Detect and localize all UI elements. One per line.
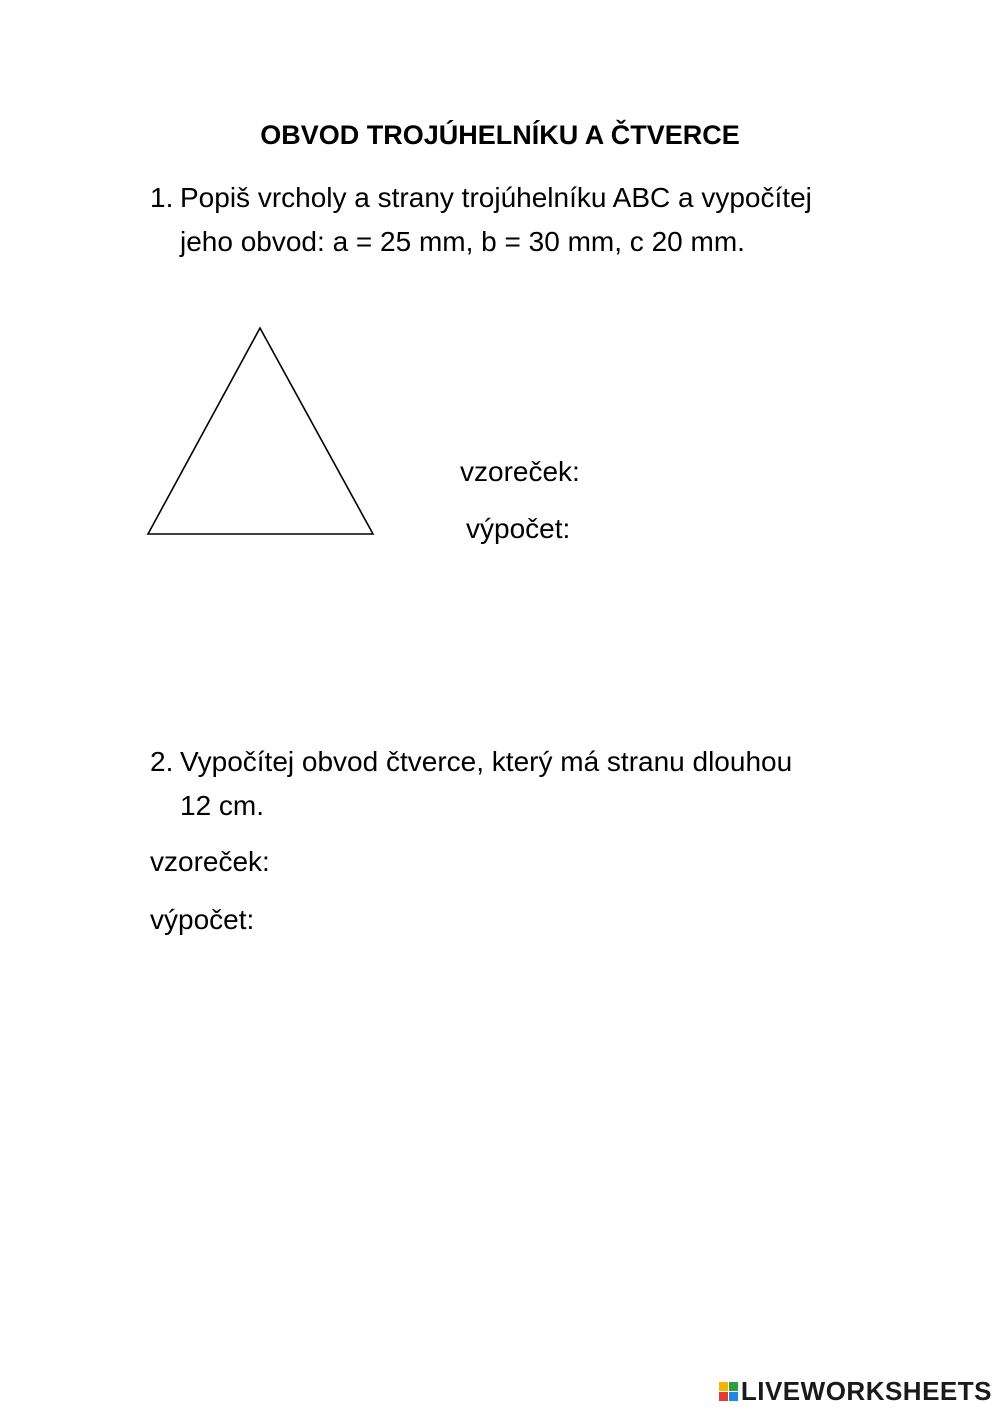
task-2-number: 2. [150,746,174,777]
task-2-text-line-2: 12 cm. [180,790,265,821]
task-2-calc-label: výpočet: [150,904,255,935]
task-1-text-line-1: Popiš vrcholy a strany trojúhelníku ABC a vypočítej [180,182,812,213]
logo-square-4 [729,1392,738,1401]
task-2-text-line-1: Vypočítej obvod čtverce, který má stranu dlouhou [180,746,793,777]
task-1-text-line-2: jeho obvod: a = 25 mm, b = 30 mm, c 20 mm. [180,226,745,257]
task-2 [150,740,910,830]
task-2-formula-label: vzoreček: [150,846,270,877]
triangle-figure [140,320,380,540]
task-1-calc-label: výpočet: [466,513,571,544]
task-1-number: 1. [150,182,174,213]
worksheet-title: OBVOD TROJÚHELNÍKU A ČTVERCE [260,120,740,150]
logo-square-2 [729,1382,738,1391]
task-1 [150,176,910,266]
liveworksheets-watermark [719,1376,992,1407]
liveworksheets-logo-icon [719,1382,738,1401]
watermark-text: LIVEWORKSHEETS [740,1376,992,1406]
triangle-shape [148,328,373,534]
task-1-formula-label: vzoreček: [460,456,580,487]
logo-square-1 [719,1382,728,1391]
logo-square-3 [719,1392,728,1401]
